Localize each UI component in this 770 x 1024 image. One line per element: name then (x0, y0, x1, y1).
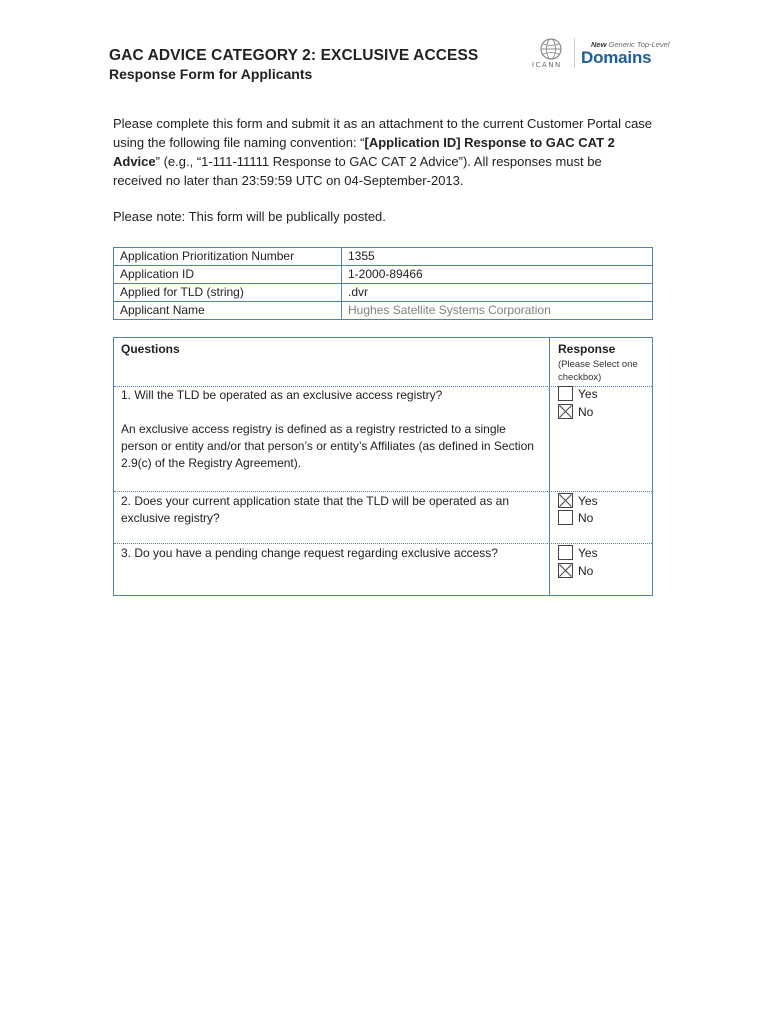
info-label: Applied for TLD (string) (114, 284, 342, 302)
row-divider (114, 491, 652, 492)
icann-logo-text: ICANN (532, 61, 562, 69)
posting-note: Please note: This form will be publically posted. (113, 209, 386, 224)
intro-paragraph: Please complete this form and submit it as an attachment to the current Customer Portal case using the following file naming convention: “[Application ID] Response to GAC CAT 2 Advice” (e.g., “1-111-11111 Response to GAC CAT 2 Advice”). All responses must be received no later than 23:59:59 UTC on 04-September-2013. (113, 116, 653, 188)
form-title: GAC ADVICE CATEGORY 2: EXCLUSIVE ACCESS (109, 47, 479, 64)
response-header: Response (558, 342, 616, 356)
question-1-definition: An exclusive access registry is defined as a registry restricted to a single person or entity and/or that person’s or entity’s Affiliates (as defined in Section 2.9(c) of the Registry Agreement). (121, 422, 534, 470)
q3-no-label: No (578, 564, 594, 578)
q2-yes-option[interactable] (558, 493, 598, 509)
q1-no-label: No (578, 405, 594, 419)
info-value: 1355 (342, 248, 653, 266)
info-value: 1-2000-89466 (342, 266, 653, 284)
new-gtld-logo-tagline: New Generic Top-Level (591, 40, 670, 49)
column-divider (549, 338, 550, 595)
q2-no-checkbox[interactable] (558, 510, 573, 525)
question-3-text: 3. Do you have a pending change request regarding exclusive access? (121, 546, 498, 560)
icann-globe-icon (531, 35, 571, 75)
q3-yes-option[interactable] (558, 545, 598, 561)
info-value: .dvr (342, 284, 653, 302)
q3-no-option[interactable] (558, 563, 593, 579)
q3-no-checkbox[interactable] (558, 563, 573, 578)
info-row-application-id (114, 266, 653, 284)
q2-no-option[interactable] (558, 510, 593, 526)
q1-no-checkbox[interactable] (558, 404, 573, 419)
info-row-prioritization (114, 248, 653, 266)
q3-yes-label: Yes (578, 546, 598, 560)
info-label: Application Prioritization Number (114, 248, 342, 266)
form-subtitle: Response Form for Applicants (109, 66, 313, 82)
info-row-tld (114, 284, 653, 302)
info-row-applicant-name (114, 302, 653, 320)
q1-no-option[interactable] (558, 404, 593, 420)
response-instruction: (Please Select one checkbox) (558, 359, 638, 383)
q1-yes-option[interactable] (558, 386, 598, 402)
row-divider (114, 543, 652, 544)
q2-no-label: No (578, 511, 594, 525)
info-label: Applicant Name (114, 302, 342, 320)
q2-yes-checkbox[interactable] (558, 493, 573, 508)
question-2-text: 2. Does your current application state that the TLD will be operated as an exclusive registry? (121, 494, 510, 525)
application-info-table (113, 247, 653, 320)
question-1-text: 1. Will the TLD be operated as an exclusive access registry? (121, 388, 443, 402)
logo-divider (574, 38, 575, 68)
questions-table (113, 337, 653, 596)
q3-yes-checkbox[interactable] (558, 545, 573, 560)
q1-yes-label: Yes (578, 387, 598, 401)
info-value: Hughes Satellite Systems Corporation (342, 302, 653, 320)
q1-yes-checkbox[interactable] (558, 386, 573, 401)
info-label: Application ID (114, 266, 342, 284)
q2-yes-label: Yes (578, 494, 598, 508)
questions-header: Questions (121, 342, 180, 356)
domains-logo: Domains (581, 48, 652, 67)
